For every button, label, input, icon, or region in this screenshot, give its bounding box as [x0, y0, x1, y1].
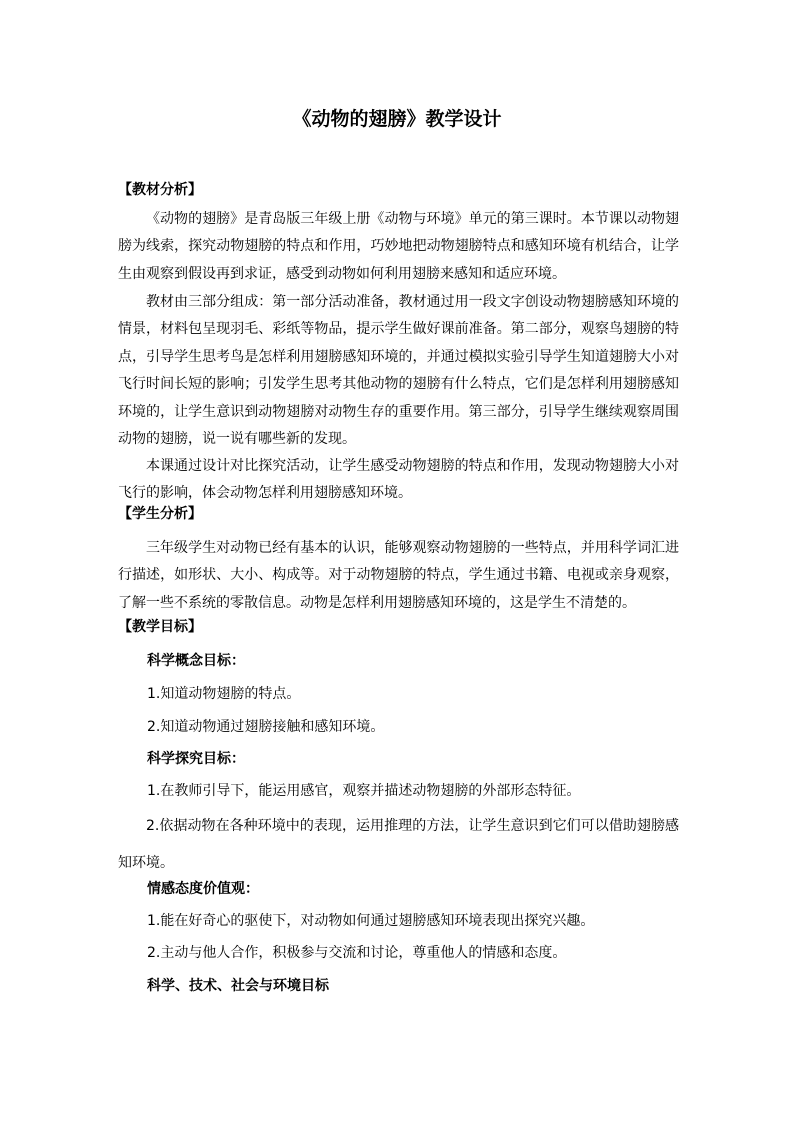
section-heading-student-analysis: 【学生分析】	[118, 506, 202, 522]
section-heading-material-analysis: 【教材分析】	[118, 182, 202, 198]
concept-objective-item: 2.知道动物通过翅膀接触和感知环境。	[147, 719, 385, 735]
inquiry-objectives-label: 科学探究目标：	[147, 751, 245, 767]
students-paragraph-1: 三年级学生对动物已经有基本的认识，能够观察动物翅膀的一些特点，并用科学词汇进行描述，如形状、大小、构成等。对于动物翅膀的特点，学生通过书籍、电视或亲身观察，了解一些不系统的零散信息。动物是怎样利用翅膀感知环境的，这是学生不清楚的。	[118, 540, 679, 611]
material-paragraph-3: 本课通过设计对比探究活动，让学生感受动物翅膀的特点和作用，发现动物翅膀大小对飞行的影响，体会动物怎样利用翅膀感知环境。	[118, 458, 679, 502]
material-paragraph-2: 教材由三部分组成：第一部分活动准备，教材通过用一段文字创设动物翅膀感知环境的情景，材料包呈现羽毛、彩纸等物品，提示学生做好课前准备。第二部分，观察鸟翅膀的特点，引导学生思考鸟是怎样利用翅膀感知环境的，并通过模拟实验引导学生知道翅膀大小对飞行时间长短的影响；引发学生思考其他动物的翅膀有什么特点，它们是怎样利用翅膀感知环境的，让学生意识到动物翅膀对动物生存的重要作用。第三部分，引导学生继续观察周围动物的翅膀，说一说有哪些新的发现。	[118, 294, 679, 448]
section-heading-teaching-objectives: 【教学目标】	[118, 619, 202, 635]
attitude-objective-item: 2.主动与他人合作，积极参与交流和讨论，尊重他人的情感和态度。	[147, 945, 567, 961]
document-title: 《动物的翅膀》教学设计	[292, 108, 502, 130]
sts-objectives-label: 科学、技术、社会与环境目标	[147, 978, 329, 994]
attitude-objective-item: 1.能在好奇心的驱使下，对动物如何通过翅膀感知环境表现出探究兴趣。	[147, 913, 595, 929]
inquiry-objective-item: 2.依据动物在各种环境中的表现，运用推理的方法，让学生意识到它们可以借助翅膀感知环境。	[118, 818, 679, 871]
attitude-objectives-label: 情感态度价值观：	[147, 881, 259, 897]
inquiry-objective-item: 1.在教师引导下，能运用感官，观察并描述动物翅膀的外部形态特征。	[147, 783, 581, 799]
material-paragraph-1: 《动物的翅膀》是青岛版三年级上册《动物与环境》单元的第三课时。本节课以动物翅膀为线索，探究动物翅膀的特点和作用，巧妙地把动物翅膀特点和感知环境有机结合，让学生由观察到假设再到求证，感受到动物如何利用翅膀来感知和适应环境。	[118, 211, 679, 282]
concept-objective-item: 1.知道动物翅膀的特点。	[147, 686, 301, 702]
concept-objectives-label: 科学概念目标：	[147, 653, 245, 669]
